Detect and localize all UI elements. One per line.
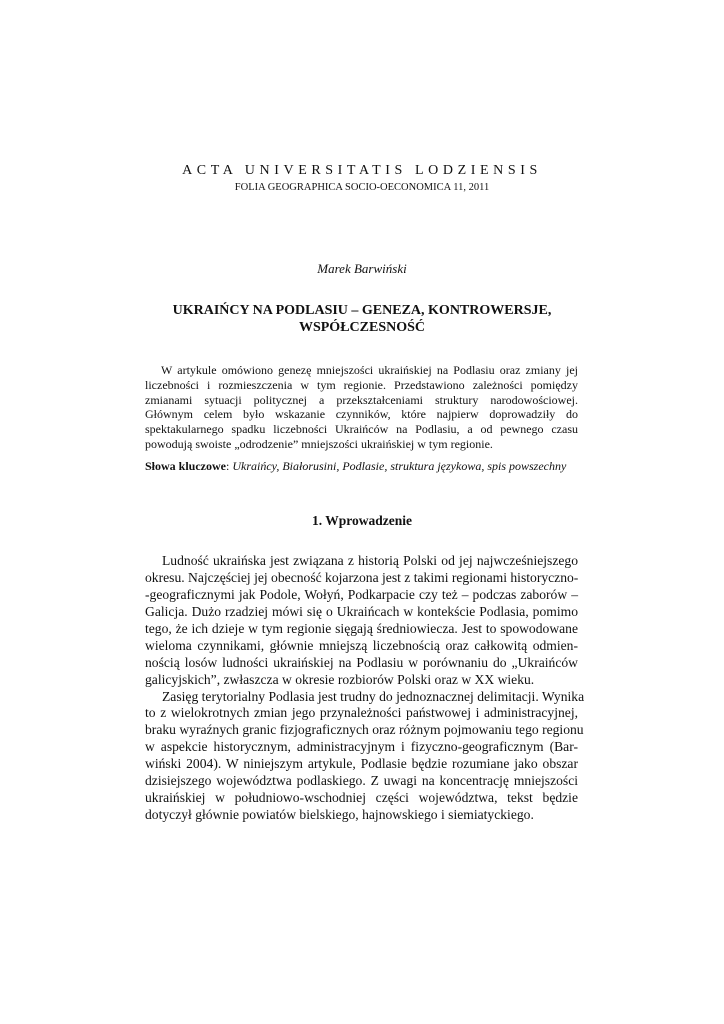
- keywords-label: Słowa kluczowe: [145, 459, 226, 473]
- body-line: wiński 2004). W niniejszym artykule, Podlasie będzie rozumiane jako obszar: [145, 756, 578, 772]
- abstract-line: powodują swoiste „odrodzenie” mniejszości ukraińskiej w tym regionie.: [145, 436, 493, 451]
- journal-title: ACTA UNIVERSITATIS LODZIENSIS: [182, 163, 542, 178]
- article-title: [140, 302, 584, 336]
- journal-series: FOLIA GEOGRAPHICA SOCIO-OECONOMICA 11, 2011: [234, 182, 490, 193]
- author-name: Marek Barwiński: [317, 261, 407, 276]
- body-line: nością losów ludności ukraińskiej na Podlasiu w porównaniu do „Ukraińców: [145, 654, 578, 670]
- body-line: tego, że ich dzieje w tym regionie sięgają średniowiecza. Jest to spowodowane: [145, 620, 578, 636]
- abstract-line: Głównym celem było wskazanie czynników, które najpierw doprowadziły do: [145, 407, 578, 422]
- body-line: dotyczył głównie powiatów bielskiego, hajnowskiego i siemiatyckiego.: [145, 807, 534, 823]
- body-line: Zasięg terytorialny Podlasia jest trudny do jednoznacznej delimitacji. Wynika: [162, 688, 585, 704]
- body-line: Ludność ukraińska jest związana z historią Polski od jej najwcześniejszego: [162, 553, 578, 568]
- body-line: okresu. Najczęściej jej obecność kojarzona jest z takimi regionami historyczno-: [145, 569, 579, 585]
- body-line: Galicja. Dużo rzadziej mówi się o Ukraińcach w kontekście Podlasia, pomimo: [145, 603, 578, 619]
- body-line: dzisiejszego województwa podlaskiego. Z uwagi na koncentrację mniejszości: [145, 773, 578, 789]
- abstract-line: zmianami sytuacji politycznej a przekształceniami struktury narodowościowej.: [145, 392, 578, 407]
- body-line: galicyjskich”, zwłaszcza w okresie rozbiorów Polski oraz w XX wieku.: [145, 671, 535, 687]
- section-heading: 1. Wprowadzenie: [311, 513, 412, 528]
- body-text: [145, 553, 585, 824]
- body-line: wieloma czynnikami, głównie mniejszą liczebnością oraz całkowitą odmien-: [145, 637, 578, 653]
- body-line: braku wyraźnych granic fizjograficznych oraz różnym pojmowaniu tego regionu: [145, 722, 584, 738]
- abstract: [145, 363, 578, 452]
- body-line: ukraińskiej w południowo-wschodniej części województwa, tekst będzie: [145, 790, 578, 806]
- article-title-line: WSPÓŁCZESNOŚĆ: [298, 320, 426, 335]
- abstract-line: spektakularnego spadku liczebności Ukraińców na Podlasiu, a od pewnego czasu: [145, 422, 578, 437]
- abstract-line: W artykule omówiono genezę mniejszości ukraińskiej na Podlasiu oraz zmiany jej: [161, 363, 578, 377]
- article-title-line: UKRAIŃCY NA PODLASIU – GENEZA, KONTROWERSJE,: [172, 303, 552, 318]
- keywords: [145, 459, 585, 474]
- abstract-line: liczebności i rozmieszczenia w tym regionie. Przedstawiono zależności pomiędzy: [145, 377, 578, 392]
- body-line: to z wielokrotnych zmian jego przynależności państwowej i administracyjnej,: [145, 705, 578, 721]
- keywords-text: Ukraińcy, Białorusini, Podlasie, struktura językowa, spis powszechny: [232, 459, 567, 473]
- body-line: -geograficznymi jak Podole, Wołyń, Podkarpacie czy też – podczas zaborów –: [145, 586, 578, 602]
- keywords-separator: :: [226, 459, 233, 473]
- body-line: w aspekcie historycznym, administracyjnym i fizyczno-geograficznym (Bar-: [145, 739, 578, 755]
